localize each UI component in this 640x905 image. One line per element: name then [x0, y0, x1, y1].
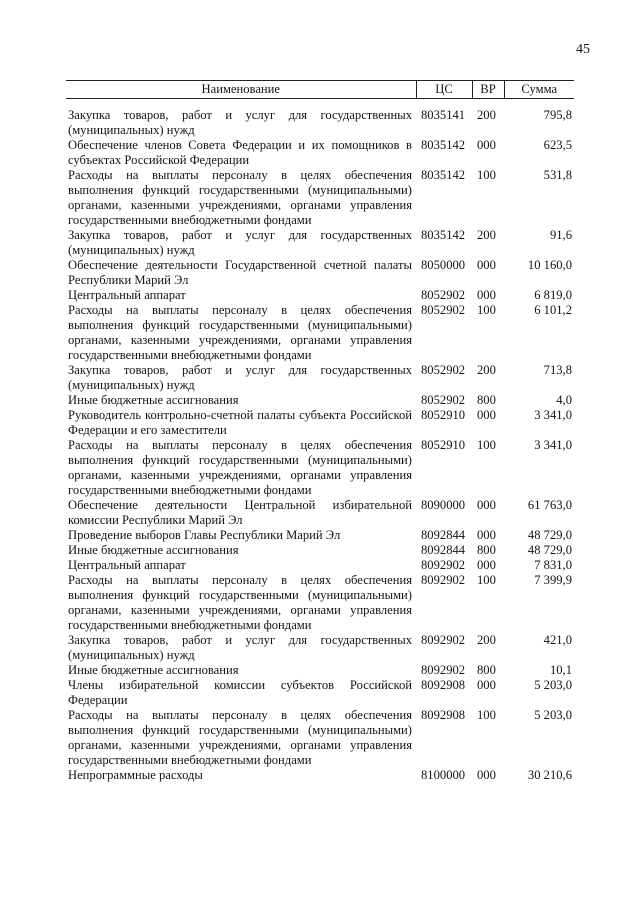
cell-vr: 000 — [477, 498, 496, 512]
cell-sum: 7 831,0 — [534, 558, 572, 572]
cell-name: Иные бюджетные ассигнования — [68, 393, 239, 407]
table-row — [66, 558, 574, 573]
cell-cs: 8035141 — [421, 108, 466, 122]
cell-vr: 100 — [477, 573, 496, 587]
cell-cs: 8090000 — [421, 498, 466, 512]
cell-sum: 3 341,0 — [534, 408, 572, 422]
cell-vr: 000 — [477, 258, 496, 272]
cell-vr: 800 — [477, 543, 496, 557]
cell-sum: 623,5 — [543, 138, 572, 152]
cell-name: Непрограммные расходы — [68, 768, 203, 782]
cell-vr: 000 — [477, 528, 496, 542]
table-row — [66, 573, 574, 633]
cell-cs: 8092902 — [421, 633, 466, 647]
cell-vr: 200 — [477, 108, 496, 122]
cell-name: Расходы на выплаты персоналу в целях обеспечения выполнения функций государственными (муниципальными) органами, казенными учреждениями, органами управления государственными внебюджетными фондами — [68, 438, 412, 497]
cell-name: Обеспечение деятельности Центральной избирательной комиссии Республики Марий Эл — [68, 498, 412, 527]
cell-vr: 000 — [477, 288, 496, 302]
cell-cs: 8052910 — [421, 408, 466, 422]
cell-sum: 3 341,0 — [534, 438, 572, 452]
table-row — [66, 288, 574, 303]
cell-vr: 100 — [477, 708, 496, 722]
cell-name: Обеспечение деятельности Государственной счетной палаты Республики Марий Эл — [68, 258, 412, 287]
table-body — [66, 99, 574, 784]
cell-sum: 4,0 — [556, 393, 572, 407]
cell-name: Центральный аппарат — [68, 288, 186, 302]
cell-sum: 61 763,0 — [527, 498, 572, 512]
table-row — [66, 768, 574, 783]
cell-cs: 8035142 — [421, 228, 466, 242]
cell-name: Расходы на выплаты персоналу в целях обеспечения выполнения функций государственными (муниципальными) органами, казенными учреждениями, органами управления государственными внебюджетными фондами — [68, 303, 412, 362]
cell-cs: 8092902 — [421, 663, 466, 677]
table-row — [66, 633, 574, 663]
cell-cs: 8092844 — [421, 543, 466, 557]
cell-cs: 8092902 — [421, 558, 466, 572]
cell-name: Члены избирательной комиссии субъектов Российской Федерации — [68, 678, 412, 707]
table-row — [66, 663, 574, 678]
cell-name: Закупка товаров, работ и услуг для государственных (муниципальных) нужд — [68, 363, 412, 392]
table-row — [66, 363, 574, 393]
table-row — [66, 498, 574, 528]
cell-sum: 6 819,0 — [534, 288, 572, 302]
header-cs: ЦС — [416, 81, 472, 99]
cell-cs: 8092844 — [421, 528, 466, 542]
cell-cs: 8052902 — [421, 363, 466, 377]
header-vr: ВР — [472, 81, 504, 99]
cell-vr: 000 — [477, 678, 496, 692]
cell-vr: 200 — [477, 363, 496, 377]
cell-cs: 8035142 — [421, 138, 466, 152]
cell-sum: 713,8 — [543, 363, 572, 377]
cell-vr: 000 — [477, 558, 496, 572]
cell-vr: 000 — [477, 138, 496, 152]
cell-vr: 000 — [477, 408, 496, 422]
header-sum: Сумма — [504, 81, 574, 99]
cell-vr: 100 — [477, 168, 496, 182]
cell-name: Закупка товаров, работ и услуг для государственных (муниципальных) нужд — [68, 633, 412, 662]
cell-name: Проведение выборов Главы Республики Марий Эл — [68, 528, 341, 542]
cell-name: Закупка товаров, работ и услуг для государственных (муниципальных) нужд — [68, 108, 412, 137]
cell-name: Иные бюджетные ассигнования — [68, 543, 239, 557]
table-row — [66, 303, 574, 363]
cell-name: Расходы на выплаты персоналу в целях обеспечения выполнения функций государственными (муниципальными) органами, казенными учреждениями, органами управления государственными внебюджетными фондами — [68, 573, 412, 632]
table-row — [66, 258, 574, 288]
cell-sum: 795,8 — [543, 108, 572, 122]
cell-cs: 8052910 — [421, 438, 466, 452]
cell-sum: 7 399,9 — [534, 573, 572, 587]
table-row — [66, 438, 574, 498]
table-row — [66, 393, 574, 408]
cell-sum: 5 203,0 — [534, 678, 572, 692]
table-row — [66, 228, 574, 258]
table-row — [66, 108, 574, 138]
cell-cs: 8035142 — [421, 168, 466, 182]
cell-name: Иные бюджетные ассигнования — [68, 663, 239, 677]
page-number: 45 — [576, 42, 590, 57]
table-row — [66, 168, 574, 228]
cell-sum: 30 210,6 — [527, 768, 572, 782]
cell-sum: 421,0 — [543, 633, 572, 647]
cell-name: Центральный аппарат — [68, 558, 186, 572]
cell-sum: 5 203,0 — [534, 708, 572, 722]
table-row — [66, 528, 574, 543]
cell-cs: 8092902 — [421, 573, 466, 587]
cell-vr: 200 — [477, 633, 496, 647]
cell-cs: 8052902 — [421, 303, 466, 317]
cell-vr: 800 — [477, 663, 496, 677]
cell-vr: 100 — [477, 438, 496, 452]
table-row — [66, 543, 574, 558]
cell-sum: 531,8 — [543, 168, 572, 182]
budget-table — [66, 80, 574, 783]
cell-sum: 10 160,0 — [527, 258, 572, 272]
cell-sum: 48 729,0 — [527, 543, 572, 557]
table-row — [66, 408, 574, 438]
cell-name: Руководитель контрольно-счетной палаты субъекта Российской Федерации и его заместители — [68, 408, 412, 437]
cell-sum: 48 729,0 — [527, 528, 572, 542]
cell-cs: 8052902 — [421, 288, 466, 302]
table-row — [66, 678, 574, 708]
cell-name: Закупка товаров, работ и услуг для государственных (муниципальных) нужд — [68, 228, 412, 257]
cell-name: Обеспечение членов Совета Федерации и их помощников в субъектах Российской Федерации — [68, 138, 412, 167]
cell-vr: 100 — [477, 303, 496, 317]
cell-cs: 8092908 — [421, 678, 466, 692]
header-name: Наименование — [66, 81, 416, 99]
cell-cs: 8100000 — [421, 768, 466, 782]
cell-name: Расходы на выплаты персоналу в целях обеспечения выполнения функций государственными (муниципальными) органами, казенными учреждениями, органами управления государственными внебюджетными фондами — [68, 708, 412, 767]
cell-vr: 000 — [477, 768, 496, 782]
cell-cs: 8092908 — [421, 708, 466, 722]
cell-cs: 8050000 — [421, 258, 466, 272]
cell-vr: 800 — [477, 393, 496, 407]
table-row — [66, 138, 574, 168]
cell-sum: 10,1 — [549, 663, 572, 677]
cell-cs: 8052902 — [421, 393, 466, 407]
cell-vr: 200 — [477, 228, 496, 242]
cell-name: Расходы на выплаты персоналу в целях обеспечения выполнения функций государственными (муниципальными) органами, казенными учреждениями, органами управления государственными внебюджетными фондами — [68, 168, 412, 227]
table-header — [66, 81, 574, 99]
table-row — [66, 708, 574, 768]
cell-sum: 6 101,2 — [534, 303, 572, 317]
cell-sum: 91,6 — [549, 228, 572, 242]
